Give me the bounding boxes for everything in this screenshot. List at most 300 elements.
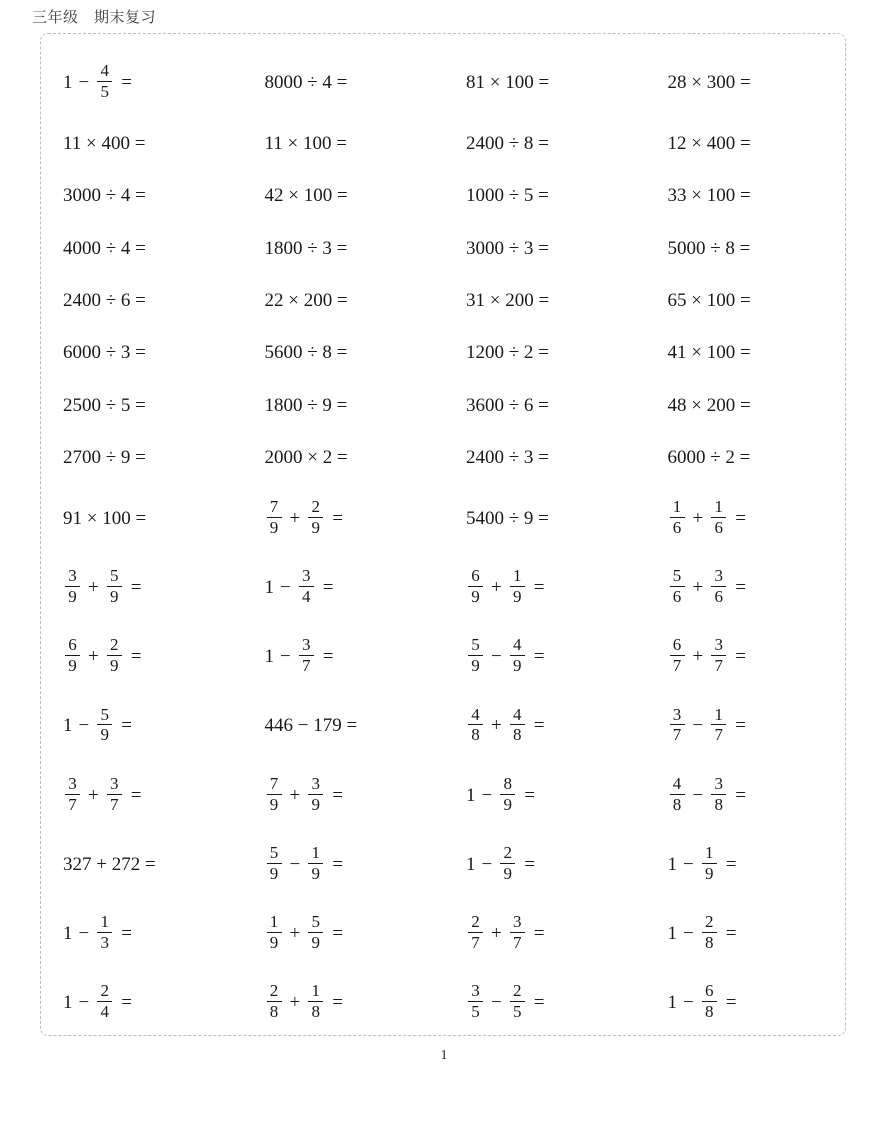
- fraction: [711, 498, 726, 537]
- fraction-numerator: 7: [269, 773, 279, 793]
- problem-expression: [668, 773, 746, 815]
- fraction-denominator: 9: [269, 517, 279, 537]
- problem-item[interactable]: [243, 568, 445, 607]
- fraction-numerator: 3: [109, 773, 119, 793]
- fraction-numerator: 7: [269, 497, 279, 517]
- fraction-denominator: 7: [512, 932, 522, 952]
- fraction-denominator: 8: [512, 725, 522, 745]
- whole-number: 1: [667, 991, 677, 1013]
- problem-item[interactable]: [646, 186, 848, 205]
- equals-sign: =: [735, 577, 746, 599]
- problem-expression: [63, 911, 132, 953]
- problem-expression: [265, 773, 343, 815]
- problem-expression: [265, 239, 348, 258]
- fraction-denominator: 9: [512, 656, 522, 676]
- fraction-denominator: 9: [471, 656, 480, 676]
- problem-item[interactable]: [243, 448, 445, 467]
- problem-expression: [265, 291, 348, 310]
- fraction-denominator: 9: [311, 794, 320, 814]
- equals-sign: =: [725, 922, 737, 944]
- operator: −: [481, 853, 493, 875]
- problem-text: 2400 ÷ 6 =: [63, 290, 146, 311]
- fraction-numerator: 3: [714, 635, 723, 655]
- problem-expression: [466, 448, 549, 467]
- problem-expression: [466, 73, 549, 92]
- fraction: [308, 844, 323, 883]
- fraction-denominator: 9: [269, 794, 279, 814]
- fraction-numerator: 3: [68, 566, 77, 586]
- problem-expression: [668, 568, 746, 607]
- operator: −: [78, 72, 90, 94]
- fraction-numerator: 2: [704, 911, 714, 931]
- problem-expression: [466, 396, 549, 415]
- fraction-numerator: 1: [704, 842, 714, 862]
- fraction-denominator: 9: [311, 517, 320, 537]
- fraction-numerator: 2: [471, 911, 480, 931]
- fraction-numerator: 1: [311, 842, 320, 862]
- problem-expression: [466, 509, 549, 528]
- fraction-denominator: 6: [714, 517, 723, 537]
- problem-expression: [466, 983, 544, 1022]
- problem-expression: [63, 291, 146, 310]
- problem-text: 4000 ÷ 4 =: [63, 237, 146, 259]
- fraction: [267, 982, 282, 1021]
- problem-expression: [466, 568, 544, 607]
- fraction-denominator: 9: [512, 587, 522, 607]
- fraction-denominator: 8: [471, 725, 480, 745]
- problem-row: [41, 327, 847, 379]
- problem-expression: [466, 186, 549, 205]
- problem-item[interactable]: [646, 983, 848, 1022]
- problem-text: 2000 × 2 =: [264, 447, 348, 469]
- operator: −: [481, 784, 493, 806]
- fraction-numerator: 1: [714, 497, 723, 517]
- equals-sign: =: [533, 577, 545, 599]
- fraction-numerator: 1: [672, 497, 682, 517]
- operator: −: [692, 715, 704, 737]
- fraction-numerator: 6: [704, 981, 714, 1001]
- problem-text: 91 × 100 =: [63, 507, 147, 529]
- fraction: [97, 62, 112, 101]
- problem-item[interactable]: [41, 396, 243, 415]
- problem-text: 41 × 100 =: [667, 342, 751, 364]
- problem-text: 2400 ÷ 3 =: [466, 447, 549, 469]
- fraction: [468, 567, 483, 606]
- problem-text: 1800 ÷ 3 =: [264, 237, 348, 259]
- fraction-numerator: 2: [512, 981, 522, 1001]
- fraction-denominator: 9: [503, 863, 512, 883]
- problem-expression: [466, 343, 549, 362]
- problem-expression: [265, 716, 358, 735]
- problem-item[interactable]: [444, 637, 646, 676]
- problem-text: 3000 ÷ 4 =: [63, 185, 146, 207]
- fraction: [107, 775, 122, 814]
- page-title: 三年级 期末复习: [32, 8, 157, 26]
- fraction-numerator: 1: [714, 704, 723, 724]
- problem-item[interactable]: [41, 239, 243, 258]
- problem-text: 1200 ÷ 2 =: [466, 342, 549, 364]
- fraction-numerator: 5: [100, 704, 109, 724]
- operator: +: [289, 922, 301, 944]
- problem-item[interactable]: [41, 343, 243, 362]
- problem-item[interactable]: [243, 291, 445, 310]
- problem-expression: [466, 704, 545, 746]
- fraction-denominator: 7: [672, 725, 682, 745]
- problem-item[interactable]: [41, 63, 243, 102]
- fraction-numerator: 5: [109, 566, 119, 586]
- problem-item[interactable]: [243, 134, 445, 153]
- equals-sign: =: [332, 991, 343, 1013]
- fraction: [97, 913, 112, 952]
- whole-number: 1: [667, 922, 677, 944]
- problem-item[interactable]: [444, 509, 646, 528]
- problem-expression: [668, 343, 751, 362]
- problem-item[interactable]: [444, 396, 646, 415]
- problem-expression: [265, 842, 343, 884]
- fraction-denominator: 9: [68, 587, 77, 607]
- whole-number: 1: [264, 577, 274, 599]
- worksheet-frame: [40, 33, 846, 1036]
- fraction-denominator: 8: [704, 932, 714, 952]
- equals-sign: =: [332, 507, 343, 529]
- problem-item[interactable]: [444, 448, 646, 467]
- operator: +: [289, 991, 301, 1013]
- problem-row: [41, 553, 847, 622]
- problem-item[interactable]: [243, 773, 445, 815]
- problem-item[interactable]: [444, 239, 646, 258]
- fraction-numerator: 3: [471, 981, 480, 1001]
- fraction-denominator: 9: [311, 863, 320, 883]
- problem-item[interactable]: [41, 637, 243, 676]
- problem-item[interactable]: [646, 239, 848, 258]
- fraction-denominator: 9: [269, 932, 279, 952]
- problem-expression: [265, 448, 348, 467]
- problem-expression: [63, 63, 132, 102]
- equals-sign: =: [121, 715, 132, 737]
- fraction: [510, 567, 525, 606]
- fraction-numerator: 3: [301, 635, 311, 655]
- operator: +: [692, 646, 704, 668]
- operator: +: [88, 784, 99, 806]
- fraction-numerator: 3: [714, 773, 723, 793]
- problem-item[interactable]: [444, 134, 646, 153]
- problem-expression: [63, 983, 132, 1022]
- fraction: [711, 636, 726, 675]
- fraction-denominator: 9: [109, 587, 119, 607]
- problem-row: [41, 622, 847, 691]
- fraction-numerator: 5: [269, 842, 279, 862]
- problem-row: [41, 484, 847, 553]
- whole-number: 1: [63, 72, 73, 94]
- fraction-numerator: 2: [100, 981, 109, 1001]
- problem-item[interactable]: [41, 568, 243, 607]
- fraction: [510, 982, 525, 1021]
- problem-item[interactable]: [646, 842, 848, 884]
- problem-expression: [63, 855, 156, 874]
- problem-text: 5600 ÷ 8 =: [264, 342, 348, 364]
- problem-item[interactable]: [444, 842, 646, 884]
- problem-item[interactable]: [646, 291, 848, 310]
- problem-item[interactable]: [243, 186, 445, 205]
- fraction-denominator: 4: [100, 1001, 109, 1021]
- operator: −: [289, 853, 301, 875]
- problem-text: 11 × 400 =: [63, 132, 146, 154]
- fraction-numerator: 5: [471, 635, 480, 655]
- problem-item[interactable]: [41, 186, 243, 205]
- problem-expression: [668, 186, 751, 205]
- fraction-denominator: 7: [714, 656, 723, 676]
- problem-item[interactable]: [444, 568, 646, 607]
- fraction-numerator: 8: [503, 773, 512, 793]
- problem-text: 327 + 272 =: [63, 853, 156, 875]
- equals-sign: =: [332, 784, 343, 806]
- equals-sign: =: [735, 507, 746, 529]
- problem-item[interactable]: [646, 73, 848, 92]
- fraction-numerator: 2: [503, 842, 512, 862]
- fraction-denominator: 9: [68, 656, 77, 676]
- whole-number: 1: [667, 853, 677, 875]
- fraction-denominator: 4: [301, 587, 311, 607]
- fraction-numerator: 1: [311, 981, 320, 1001]
- operator: −: [491, 991, 502, 1013]
- problem-item[interactable]: [444, 704, 646, 746]
- operator: +: [289, 784, 301, 806]
- problem-expression: [668, 73, 751, 92]
- equals-sign: =: [735, 646, 746, 668]
- equals-sign: =: [533, 715, 545, 737]
- problem-text: 5000 ÷ 8 =: [667, 237, 751, 259]
- operator: −: [78, 922, 90, 944]
- problem-expression: [265, 637, 334, 676]
- equals-sign: =: [130, 784, 142, 806]
- problem-item[interactable]: [41, 448, 243, 467]
- problem-item[interactable]: [444, 186, 646, 205]
- problem-item[interactable]: [646, 343, 848, 362]
- fraction: [702, 844, 717, 883]
- problem-item[interactable]: [444, 773, 646, 815]
- problem-row: [41, 222, 847, 274]
- fraction: [468, 982, 483, 1021]
- whole-number: 1: [63, 922, 73, 944]
- whole-number: 1: [466, 853, 476, 875]
- fraction: [670, 775, 685, 814]
- problem-expression: [63, 509, 146, 528]
- problem-expression: [668, 291, 751, 310]
- problem-item[interactable]: [41, 983, 243, 1022]
- problem-item[interactable]: [243, 716, 445, 735]
- problem-row: [41, 117, 847, 169]
- problem-item[interactable]: [243, 396, 445, 415]
- operator: +: [692, 577, 704, 599]
- fraction-denominator: 3: [100, 932, 109, 952]
- problem-expression: [63, 186, 146, 205]
- operator: −: [78, 991, 90, 1013]
- problem-expression: [466, 239, 549, 258]
- problem-row: [41, 760, 847, 829]
- fraction: [65, 636, 80, 675]
- problem-item[interactable]: [41, 291, 243, 310]
- problem-expression: [466, 291, 549, 310]
- fraction-numerator: 2: [109, 635, 119, 655]
- problem-text: 33 × 100 =: [667, 185, 751, 207]
- whole-number: 1: [63, 715, 73, 737]
- fraction-numerator: 3: [714, 566, 723, 586]
- problem-expression: [63, 637, 141, 676]
- fraction: [468, 913, 483, 952]
- problem-expression: [466, 637, 544, 676]
- problem-expression: [668, 983, 737, 1022]
- fraction: [267, 913, 282, 952]
- problem-row: [41, 830, 847, 899]
- equals-sign: =: [121, 922, 132, 944]
- problem-item[interactable]: [41, 911, 243, 953]
- problem-text: 11 × 100 =: [264, 132, 347, 154]
- fraction-denominator: 6: [672, 517, 682, 537]
- fraction-numerator: 2: [311, 497, 320, 517]
- problem-expression: [265, 73, 348, 92]
- fraction-numerator: 6: [68, 635, 77, 655]
- problem-item[interactable]: [646, 396, 848, 415]
- problem-expression: [265, 343, 348, 362]
- problem-item[interactable]: [243, 842, 445, 884]
- fraction-denominator: 7: [68, 794, 77, 814]
- fraction-denominator: 8: [704, 1001, 714, 1021]
- problem-item[interactable]: [444, 343, 646, 362]
- fraction-denominator: 5: [100, 82, 109, 102]
- problem-item[interactable]: [646, 637, 848, 676]
- problem-item[interactable]: [444, 911, 646, 953]
- problem-item[interactable]: [646, 568, 848, 607]
- problem-item[interactable]: [41, 509, 243, 528]
- operator: −: [280, 646, 291, 668]
- fraction: [510, 636, 525, 675]
- problem-expression: [668, 448, 751, 467]
- fraction: [468, 636, 483, 675]
- operator: +: [491, 577, 502, 599]
- fraction-numerator: 2: [269, 981, 279, 1001]
- operator: +: [88, 646, 99, 668]
- problem-item[interactable]: [444, 983, 646, 1022]
- whole-number: 1: [264, 646, 274, 668]
- problem-row: [41, 691, 847, 760]
- problem-item[interactable]: [444, 291, 646, 310]
- problem-expression: [668, 396, 751, 415]
- problem-item[interactable]: [646, 773, 848, 815]
- problem-expression: [466, 773, 535, 815]
- problem-text: 2500 ÷ 5 =: [63, 394, 146, 416]
- operator: −: [78, 715, 90, 737]
- problem-item[interactable]: [41, 855, 243, 874]
- problem-expression: [667, 842, 737, 884]
- equals-sign: =: [130, 646, 142, 668]
- fraction-denominator: 9: [100, 725, 109, 745]
- fraction: [267, 844, 282, 883]
- problem-expression: [466, 134, 549, 153]
- fraction-numerator: 6: [471, 566, 480, 586]
- problem-expression: [265, 186, 348, 205]
- problem-item[interactable]: [646, 911, 848, 953]
- fraction: [308, 498, 323, 537]
- problem-expression: [63, 704, 132, 746]
- fraction-denominator: 9: [503, 794, 512, 814]
- fraction-denominator: 9: [471, 587, 480, 607]
- problem-item[interactable]: [646, 448, 848, 467]
- problem-item[interactable]: [646, 499, 848, 538]
- problem-row: [41, 968, 847, 1037]
- fraction: [308, 913, 323, 952]
- equals-sign: =: [735, 715, 746, 737]
- problem-expression: [265, 134, 347, 153]
- problem-row: [41, 48, 847, 117]
- fraction-denominator: 7: [672, 656, 682, 676]
- problem-expression: [466, 842, 535, 884]
- problem-item[interactable]: [41, 134, 243, 153]
- operator: −: [491, 646, 502, 668]
- problem-expression: [63, 396, 146, 415]
- problem-grid: [41, 34, 847, 1037]
- operator: +: [491, 922, 502, 944]
- problem-expression: [466, 911, 545, 953]
- problem-item[interactable]: [646, 134, 848, 153]
- fraction-numerator: 5: [311, 911, 320, 931]
- fraction: [670, 636, 685, 675]
- fraction-denominator: 8: [672, 794, 682, 814]
- fraction: [65, 775, 80, 814]
- problem-item[interactable]: [243, 499, 445, 538]
- operator: +: [289, 507, 301, 529]
- equals-sign: =: [121, 991, 132, 1013]
- problem-expression: [63, 568, 141, 607]
- fraction: [711, 567, 726, 606]
- fraction: [510, 706, 525, 745]
- problem-item[interactable]: [243, 911, 445, 953]
- equals-sign: =: [533, 922, 545, 944]
- problem-text: 28 × 300 =: [667, 72, 751, 94]
- equals-sign: =: [533, 991, 545, 1013]
- problem-item[interactable]: [243, 73, 445, 92]
- fraction: [670, 706, 685, 745]
- problem-expression: [667, 911, 737, 953]
- fraction-denominator: 9: [311, 932, 320, 952]
- problem-expression: [668, 637, 746, 676]
- fraction: [500, 775, 515, 814]
- problem-item[interactable]: [41, 704, 243, 746]
- page-number: 1: [440, 1048, 448, 1063]
- problem-expression: [63, 773, 142, 815]
- problem-text: 1000 ÷ 5 =: [466, 185, 549, 207]
- operator: +: [692, 507, 704, 529]
- problem-row: [41, 431, 847, 483]
- fraction-denominator: 8: [311, 1001, 320, 1021]
- problem-item[interactable]: [444, 73, 646, 92]
- problem-text: 8000 ÷ 4 =: [264, 72, 348, 94]
- fraction-numerator: 1: [100, 911, 109, 931]
- problem-item[interactable]: [243, 637, 445, 676]
- equals-sign: =: [121, 72, 132, 94]
- fraction-numerator: 3: [301, 566, 311, 586]
- problem-row: [41, 274, 847, 326]
- problem-item[interactable]: [243, 239, 445, 258]
- fraction-denominator: 5: [471, 1001, 480, 1021]
- problem-item[interactable]: [243, 983, 445, 1022]
- problem-item[interactable]: [646, 704, 848, 746]
- problem-text: 81 × 100 =: [466, 72, 550, 94]
- fraction: [711, 775, 726, 814]
- problem-item[interactable]: [41, 773, 243, 815]
- problem-item[interactable]: [243, 343, 445, 362]
- fraction-denominator: 7: [471, 932, 480, 952]
- operator: −: [692, 784, 704, 806]
